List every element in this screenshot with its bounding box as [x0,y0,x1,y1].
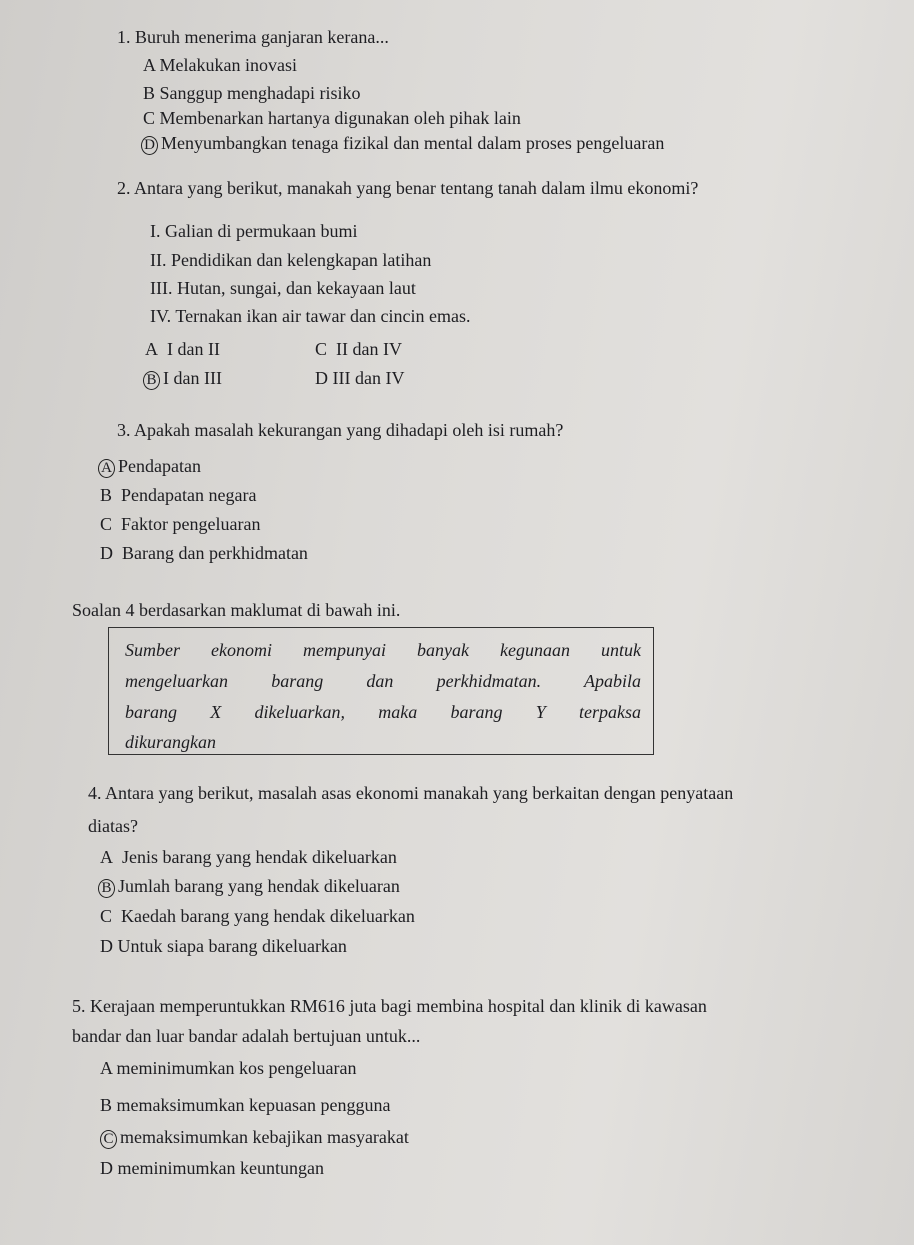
question-stem: 2. Antara yang berikut, manakah yang benar tentang tanah dalam ilmu ekonomi? [117,178,699,198]
question-stem-cont: bandar dan luar bandar adalah bertujuan untuk... [72,1026,421,1046]
answer-circle: D [141,136,158,155]
option-d: D Untuk siapa barang dikeluarkan [100,936,347,956]
stimulus-line: mengeluarkan barang dan perkhidmatan. Apabila [125,671,641,691]
statement: I. Galian di permukaan bumi [150,221,358,241]
statement: II. Pendidikan dan kelengkapan latihan [150,250,432,270]
option-a-circled: A Pendapatan [98,456,201,478]
statement: IV. Ternakan ikan air tawar dan cincin emas. [150,306,471,326]
stimulus-line: barang X dikeluarkan, maka barang Y terpaksa [125,702,641,722]
option-d: D Barang dan perkhidmatan [100,543,308,563]
option-c: C Faktor pengeluaran [100,514,261,534]
statement: III. Hutan, sungai, dan kekayaan laut [150,278,416,298]
stimulus-box [108,627,654,755]
question-stem-cont: diatas? [88,816,138,836]
question-stem: 3. Apakah masalah kekurangan yang dihadapi oleh isi rumah? [117,420,564,440]
option-c: C Kaedah barang yang hendak dikeluarkan [100,906,415,926]
option-c: C Membenarkan hartanya digunakan oleh pihak lain [143,108,521,128]
option-b-circled: B Jumlah barang yang hendak dikeluaran [98,876,400,898]
answer-circle: A [98,459,115,478]
stimulus-intro: Soalan 4 berdasarkan maklumat di bawah ini. [72,600,401,620]
question-stem: 4. Antara yang berikut, masalah asas ekonomi manakah yang berkaitan dengan penyataan [88,783,734,803]
option-c-circled: C memaksimumkan kebajikan masyarakat [100,1127,409,1149]
answer-circle: B [98,879,115,898]
question-stem: 1. Buruh menerima ganjaran kerana... [117,27,389,47]
option-c: C II dan IV [315,339,402,359]
option-a: A Jenis barang yang hendak dikeluarkan [100,847,397,867]
answer-circle: C [100,1130,117,1149]
option-d-circled: D Menyumbangkan tenaga fizikal dan mental dalam proses pengeluaran [141,133,664,155]
option-b: B Pendapatan negara [100,485,257,505]
question-stem: 5. Kerajaan memperuntukkan RM616 juta bagi membina hospital dan klinik di kawasan [72,996,707,1016]
option-d: D meminimumkan keuntungan [100,1158,324,1178]
answer-circle: B [143,371,160,390]
option-a: A I dan II [145,339,220,359]
stimulus-line: Sumber ekonomi mempunyai banyak kegunaan untuk [125,640,641,660]
stimulus-line: dikurangkan [125,732,216,752]
option-b-circled: B I dan III [143,368,222,390]
option-b: B memaksimumkan kepuasan pengguna [100,1095,391,1115]
option-b: B Sanggup menghadapi risiko [143,83,361,103]
option-d: D III dan IV [315,368,405,388]
option-a: A Melakukan inovasi [143,55,297,75]
option-a: A meminimumkan kos pengeluaran [100,1058,357,1078]
